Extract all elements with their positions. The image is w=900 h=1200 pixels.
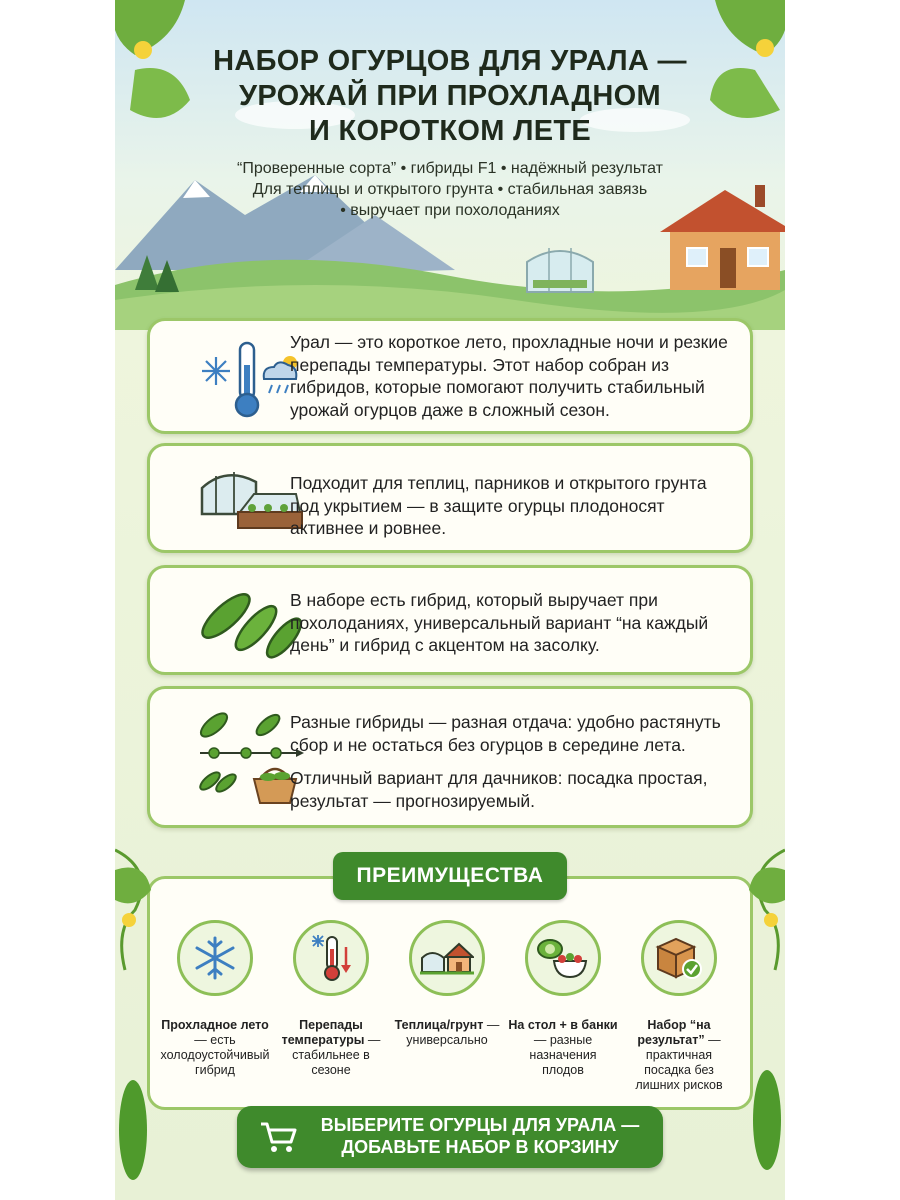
cta-line: ВЫБЕРИТЕ ОГУРЦЫ ДЛЯ УРАЛА — [320, 1115, 640, 1135]
advantages-title: ПРЕИМУЩЕСТВА [333, 852, 567, 900]
title-line: НАБОР ОГУРЦОВ ДЛЯ УРАЛА — [213, 45, 687, 77]
greenhouse-illustration [527, 248, 593, 292]
subtitle-line: Для теплицы и открытого грунта • стабильная завязь [252, 181, 648, 198]
page-title [115, 44, 785, 149]
advantage-item [623, 920, 735, 1093]
card-text: Разные гибриды — разная отдача: удобно растянуть сбор и не остаться без огурцов в середине лета. [290, 712, 721, 755]
salad-cucumber-icon [525, 920, 601, 996]
poster [115, 0, 785, 1200]
card-text-secondary: Отличный вариант для дачников: посадка простая, результат — прогнозируемый. [290, 768, 708, 811]
thermometer-drop-icon [293, 920, 369, 996]
card-text: Урал — это короткое лето, прохладные ночи и резкие перепады температуры. Этот набор собран из гибридов, которые помогают получить стабильный урожай огурцов даже в сложный сезон. [290, 332, 728, 420]
info-card-greenhouse [147, 443, 753, 553]
title-line: УРОЖАЙ ПРИ ПРОХЛАДНОМ [239, 80, 661, 112]
subtitle-line: “Проверенные сорта” • гибриды F1 • надёжный результат [237, 160, 663, 177]
vine-decoration-left [115, 830, 155, 1200]
box-check-icon [641, 920, 717, 996]
info-card-climate [147, 318, 753, 434]
info-card-hybrids [147, 565, 753, 675]
greenhouse-house-icon [409, 920, 485, 996]
advantage-item [507, 920, 619, 1078]
page-subtitle [195, 158, 705, 221]
cta-text [305, 1114, 655, 1158]
shopping-cart-icon [259, 1120, 297, 1154]
subtitle-line: • выручает при похолоданиях [340, 202, 560, 219]
advantage-label: Набор “на результат” — практичная посадка без лишних рисков [635, 1018, 723, 1092]
cta-line: ДОБАВЬТЕ НАБОР В КОРЗИНУ [341, 1137, 619, 1157]
advantage-item [275, 920, 387, 1078]
advantage-item [159, 920, 271, 1078]
card-text: В наборе есть гибрид, который выручает при похолоданиях, универсальный вариант “на каждый день” и гибрид с акцентом на засолку. [290, 590, 709, 655]
info-card-harvest [147, 686, 753, 828]
title-line: И КОРОТКОМ ЛЕТЕ [308, 115, 592, 147]
advantage-label: Прохладное лето — есть холодоустойчивый гибрид [160, 1018, 270, 1077]
advantage-item [391, 920, 503, 1048]
advantage-label: На стол + в банки — разные назначения плодов [508, 1018, 618, 1077]
snowflake-icon [177, 920, 253, 996]
advantage-label: Перепады температуры — стабильнее в сезоне [281, 1018, 381, 1077]
card-text: Подходит для теплиц, парников и открытого грунта под укрытием — в защите огурцы плодоносят активнее и ровнее. [290, 473, 707, 538]
thermometer-snow-weather-icon [196, 339, 302, 419]
advantage-label: Теплица/грунт — универсально [394, 1018, 500, 1047]
add-to-cart-button[interactable] [237, 1106, 663, 1168]
vine-decoration-right [745, 830, 785, 1200]
